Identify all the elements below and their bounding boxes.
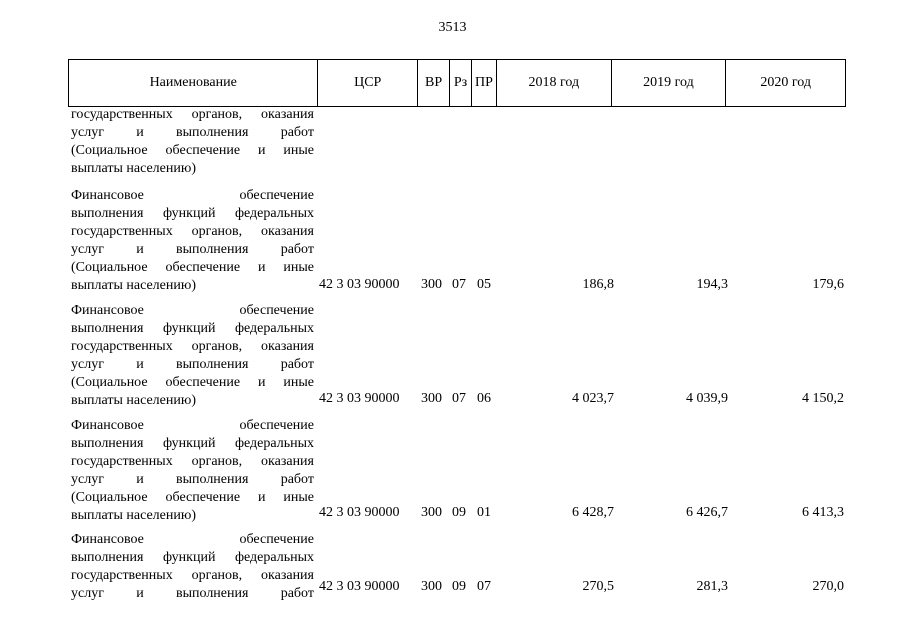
row-description <box>71 417 314 525</box>
description-line: государственных органов, оказания <box>71 107 314 122</box>
description-line: (Социальное обеспечение и иные <box>71 375 314 390</box>
header-2019: 2019 год <box>612 60 727 106</box>
description-line: (Социальное обеспечение и иные <box>71 260 314 275</box>
page-number: 3513 <box>438 20 467 35</box>
rz-value: 09 <box>452 505 466 520</box>
header-rz: Рз <box>450 60 472 106</box>
csr-value: 42 3 03 90000 <box>319 391 400 406</box>
description-line: услуг и выполнения работ <box>71 586 314 601</box>
pr-value: 01 <box>477 505 491 520</box>
description-line: (Социальное обеспечение и иные <box>71 490 314 505</box>
description-line: государственных органов, оказания <box>71 454 314 469</box>
vr-value: 300 <box>421 579 442 594</box>
vr-value: 300 <box>421 277 442 292</box>
header-2020: 2020 год <box>760 75 811 90</box>
amount-2018: 186,8 <box>582 277 614 292</box>
description-line: выполнения функций федеральных <box>71 436 314 451</box>
continuation-description <box>71 106 314 178</box>
description-line: государственных органов, оказания <box>71 339 314 354</box>
row-description <box>71 302 314 410</box>
amount-2018: 270,5 <box>582 579 614 594</box>
amount-2020: 6 413,3 <box>802 505 844 520</box>
row-description <box>71 531 314 603</box>
amount-2018: 6 428,7 <box>572 505 614 520</box>
description-line: услуг и выполнения работ <box>71 242 314 257</box>
description-line: Финансовое обеспечение <box>71 532 314 547</box>
rz-value: 07 <box>452 277 466 292</box>
description-line: государственных органов, оказания <box>71 568 314 583</box>
description-line: Финансовое обеспечение <box>71 418 314 433</box>
description-line: государственных органов, оказания <box>71 224 314 239</box>
amount-2019: 6 426,7 <box>686 505 728 520</box>
vr-value: 300 <box>421 505 442 520</box>
pr-value: 06 <box>477 391 491 406</box>
description-line: выплаты населению) <box>71 393 196 408</box>
header-vr: ВР <box>418 60 450 106</box>
description-line: выплаты населению) <box>71 278 196 293</box>
description-line: выплаты населению) <box>71 508 196 523</box>
amount-2019: 281,3 <box>696 579 728 594</box>
csr-value: 42 3 03 90000 <box>319 505 400 520</box>
header-csr: ЦСР <box>318 60 418 106</box>
row-description <box>71 187 314 295</box>
header-name: Наименование <box>69 60 318 106</box>
amount-2018: 4 023,7 <box>572 391 614 406</box>
rz-value: 07 <box>452 391 466 406</box>
description-line: выплаты населению) <box>71 161 196 176</box>
vr-value: 300 <box>421 391 442 406</box>
amount-2019: 194,3 <box>696 277 728 292</box>
description-line: Финансовое обеспечение <box>71 188 314 203</box>
description-line: выполнения функций федеральных <box>71 550 314 565</box>
header-2018: 2018 год <box>497 60 612 106</box>
amount-2019: 4 039,9 <box>686 391 728 406</box>
table-header <box>68 59 846 107</box>
header-pr: ПР <box>472 60 497 106</box>
description-line: услуг и выполнения работ <box>71 472 314 487</box>
amount-2020: 4 150,2 <box>802 391 844 406</box>
description-line: выполнения функций федеральных <box>71 206 314 221</box>
csr-value: 42 3 03 90000 <box>319 579 400 594</box>
description-line: (Социальное обеспечение и иные <box>71 143 314 158</box>
pr-value: 07 <box>477 579 491 594</box>
rz-value: 09 <box>452 579 466 594</box>
description-line: выполнения функций федеральных <box>71 321 314 336</box>
description-line: услуг и выполнения работ <box>71 357 314 372</box>
amount-2020: 270,0 <box>812 579 844 594</box>
description-line: Финансовое обеспечение <box>71 303 314 318</box>
csr-value: 42 3 03 90000 <box>319 277 400 292</box>
description-line: услуг и выполнения работ <box>71 125 314 140</box>
amount-2020: 179,6 <box>812 277 844 292</box>
pr-value: 05 <box>477 277 491 292</box>
